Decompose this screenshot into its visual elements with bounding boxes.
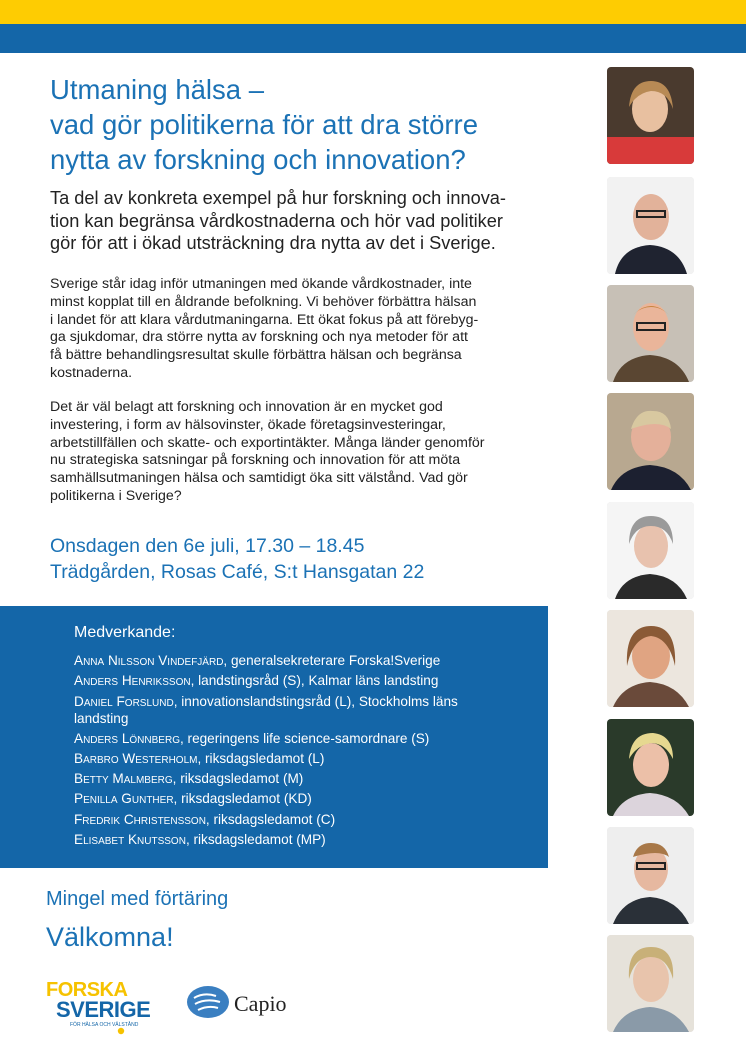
body-line: Sverige står idag inför utmaningen med ökande vårdkostnader, inte	[50, 276, 472, 292]
lead-paragraph	[50, 187, 560, 255]
forska-sverige-logo	[44, 977, 160, 1035]
participant-role: , generalsekreterare Forska!Sverige	[223, 653, 441, 668]
participant-role: , riksdagsledamot (C)	[205, 811, 336, 827]
body-line: i landet för att klara vårdutmaningarna. Ett ökat fokus på att förebyg-	[50, 311, 479, 328]
body-line: Det är väl belagt att forskning och innovation är en mycket god	[50, 399, 443, 415]
participant-name: Penilla Gunther	[74, 791, 174, 807]
event-location: Trädgården, Rosas Café, S:t Hansgatan 22	[50, 561, 425, 583]
portrait-photo	[607, 719, 694, 816]
forska-logo-line2: SVERIGE	[56, 997, 151, 1022]
portrait-photo	[607, 502, 694, 599]
participant-item	[74, 810, 534, 830]
body-paragraph-1	[50, 276, 550, 383]
capio-logo	[186, 984, 306, 1024]
body-line: få bättre behandlingsresultat skulle förbättra hälsan och begränsa	[50, 347, 462, 364]
event-details	[50, 533, 424, 585]
participant-item	[74, 651, 534, 671]
body-line: nu strategiska satsningar på forskning och innovation för att möta	[50, 452, 461, 469]
participant-item	[74, 729, 534, 749]
header-blue-bar	[0, 24, 746, 53]
participant-role: , riksdagsledamot (MP)	[185, 832, 326, 848]
participant-role: , regeringens life science-samordnare (S)	[179, 730, 430, 746]
welcome-text: Välkomna!	[46, 922, 174, 952]
participant-item	[74, 789, 534, 809]
participant-name: Betty Malmberg	[74, 771, 173, 787]
participant-item	[74, 749, 534, 769]
capio-logo-text: Capio	[234, 991, 287, 1016]
participant-name: Fredrik Christensson	[74, 811, 206, 827]
body-line: investering, i form av hälsovinster, ökade företagsinvesteringar,	[50, 416, 446, 433]
participants-list	[74, 651, 534, 850]
participant-role: , riksdagsledamot (L)	[197, 750, 325, 766]
body-line: ga sjukdomar, dra större nytta av forskning och nya metoder för att	[50, 329, 468, 346]
lead-line: gör för att i ökad utsträckning dra nytta av det i Sverige.	[50, 233, 496, 253]
body-line: minst kopplat till en åldrande befolkning. Vi behöver förbättra hälsan	[50, 293, 477, 310]
lead-line: tion kan begränsa vårdkostnaderna och hör vad politiker	[50, 210, 503, 231]
capio-emblem	[187, 986, 229, 1018]
portrait-photo	[607, 177, 694, 274]
participants-box	[0, 606, 548, 868]
body-line: arbetstillfällen och skatte- och exportintäkter. Många länder genomför	[50, 434, 485, 451]
participant-item	[74, 769, 534, 789]
participant-name: Daniel Forslund	[74, 693, 174, 709]
portrait-photo	[607, 935, 694, 1032]
page-title	[50, 72, 590, 177]
portrait-photo	[607, 827, 694, 924]
participant-role: , landstingsråd (S), Kalmar läns landsting	[190, 673, 439, 689]
portrait-photo	[607, 67, 694, 164]
participant-name: Anna Nilsson Vindefjärd	[74, 653, 224, 668]
forska-logo-dot	[118, 1028, 124, 1034]
participants-heading: Medverkande:	[74, 624, 176, 641]
participant-item	[74, 671, 534, 691]
body-line: kostnaderna.	[50, 364, 133, 381]
title-line: vad gör politikerna för att dra större	[50, 109, 478, 140]
forska-logo-line1: FORSKA	[46, 979, 128, 1001]
forska-logo-tagline: FÖR HÄLSA OCH VÄLSTÅND	[70, 1022, 139, 1028]
participant-name: Anders Lönnberg	[74, 730, 180, 746]
participant-role: , riksdagsledamot (M)	[172, 771, 304, 787]
participant-role: , riksdagsledamot (KD)	[173, 791, 312, 807]
header-yellow-bar	[0, 0, 746, 24]
event-date-time: Onsdagen den 6e juli, 17.30 – 18.45	[50, 535, 365, 557]
participant-name: Barbro Westerholm	[74, 750, 198, 766]
participant-role: , innovationslandstingsråd (L), Stockholms läns landsting	[74, 693, 458, 726]
title-line: Utmaning hälsa –	[50, 74, 265, 105]
participant-name: Anders Henriksson	[74, 673, 191, 689]
body-line: samhällsutmaningen hälsa och samtidigt öka sitt välstånd. Vad gör	[50, 470, 468, 487]
mingel-text: Mingel med förtäring	[46, 888, 229, 910]
participant-name: Elisabet Knutsson	[74, 832, 186, 848]
lead-line: Ta del av konkreta exempel på hur forskning och innova-	[50, 188, 506, 208]
portrait-photo	[607, 285, 694, 382]
title-line: nytta av forskning och innovation?	[50, 144, 466, 175]
participant-item	[74, 693, 494, 727]
body-line: politikerna i Sverige?	[50, 487, 182, 504]
portrait-photo	[607, 610, 694, 707]
body-paragraph-2	[50, 399, 550, 506]
participant-item	[74, 830, 534, 850]
portrait-photo	[607, 393, 694, 490]
